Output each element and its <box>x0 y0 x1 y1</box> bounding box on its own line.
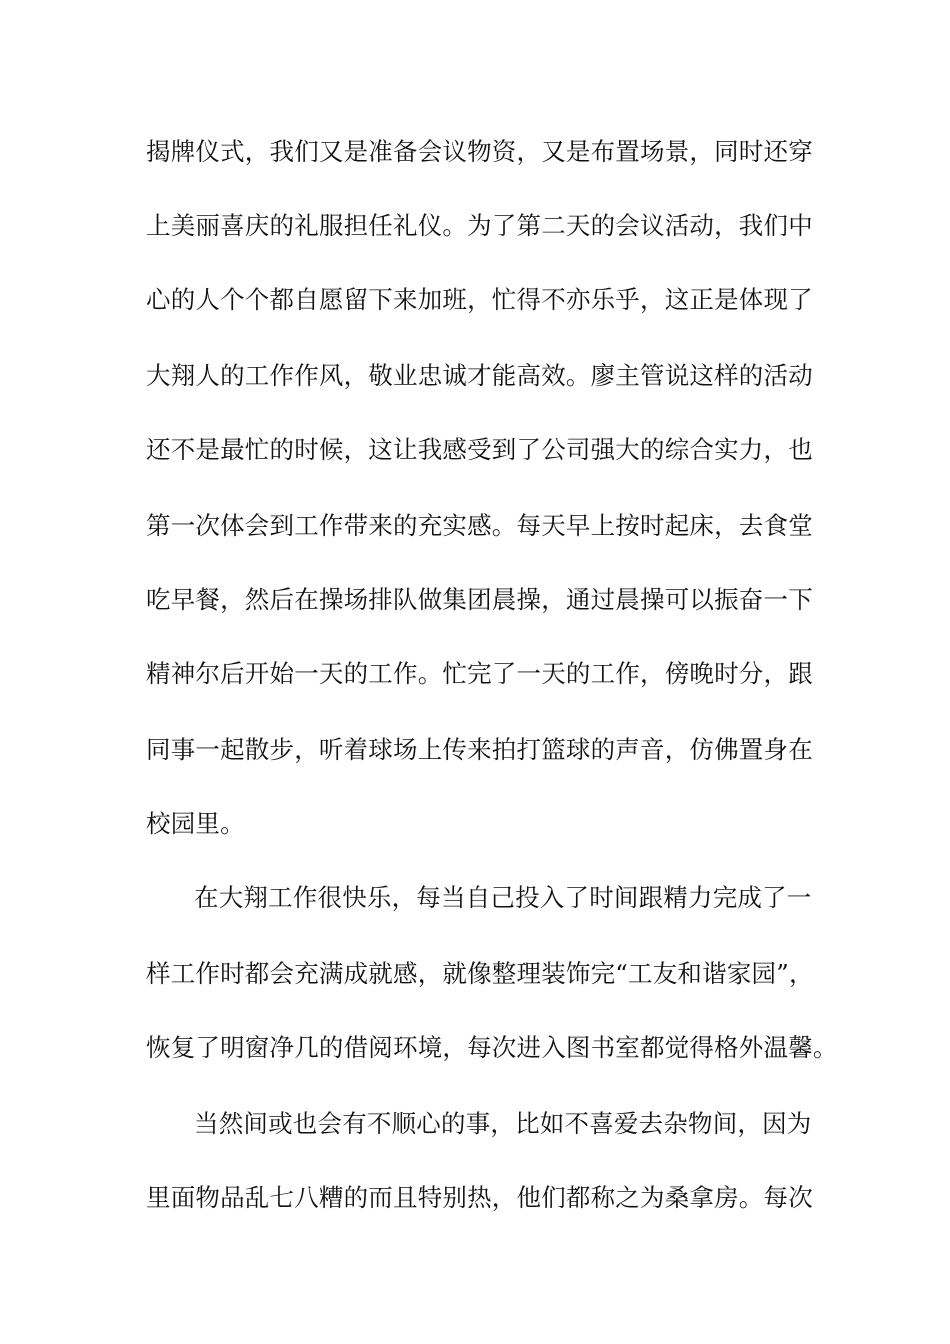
text-line: 心的人个个都自愿留下来加班，忙得不亦乐乎，这正是体现了 <box>146 285 813 314</box>
text-line: 揭牌仪式，我们又是准备会议物资，又是布置场景，同时还穿 <box>146 137 813 166</box>
text-line: 精神尔后开始一天的工作。忙完了一天的工作，傍晚时分，跟 <box>146 659 813 688</box>
text-line: 吃早餐，然后在操场排队做集团晨操，通过晨操可以振奋一下 <box>146 585 813 614</box>
paragraph-first-line: 在大翔工作很快乐，每当自己投入了时间跟精力完成了一 <box>194 883 812 912</box>
text-line: 样工作时都会充满成就感，就像整理装饰完“工友和谐家园”， <box>146 959 814 988</box>
text-line: 里面物品乱七八糟的而且特别热，他们都称之为桑拿房。每次 <box>146 1183 813 1212</box>
text-line: 上美丽喜庆的礼服担任礼仪。为了第二天的会议活动，我们中 <box>146 211 813 240</box>
paragraph-first-line: 当然间或也会有不顺心的事，比如不喜爱去杂物间，因为 <box>194 1109 812 1138</box>
text-line: 还不是最忙的时候，这让我感受到了公司强大的综合实力，也 <box>146 435 813 464</box>
text-line: 校园里。 <box>146 809 245 838</box>
text-line: 大翔人的工作作风，敬业忠诚才能高效。廖主管说这样的活动 <box>146 361 813 390</box>
text-line: 第一次体会到工作带来的充实感。每天早上按时起床，去食堂 <box>146 511 813 540</box>
text-line: 恢复了明窗净几的借阅环境，每次进入图书室都觉得格外温馨。 <box>146 1033 838 1062</box>
text-line: 同事一起散步，听着球场上传来拍打篮球的声音，仿佛置身在 <box>146 735 813 764</box>
